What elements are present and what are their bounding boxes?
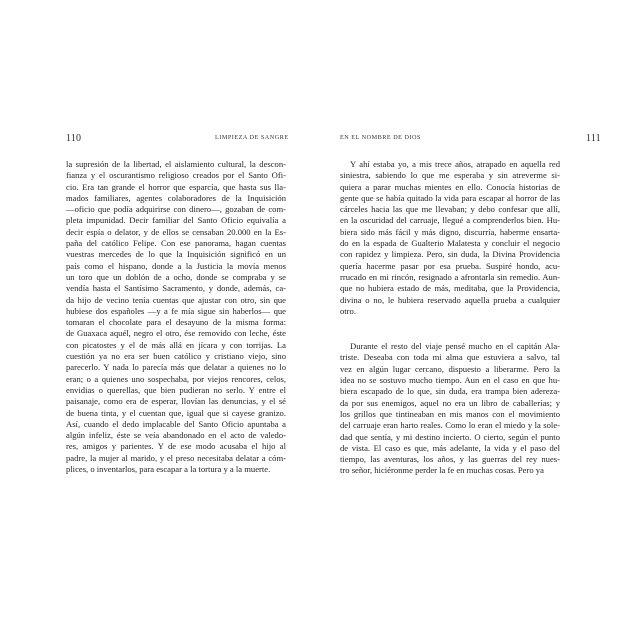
text-line: gente que se había quitado la vida para escapar al horror de las	[340, 192, 560, 203]
text-line: quería hacerme pasar por esa prueba. Suspiré hondo, acu-	[340, 260, 560, 271]
text-line: plices, o inventarlos, para escapar a la tortura y a la muerte.	[66, 464, 271, 475]
text-line: eran; o a quienes uno sospechaba, por viejos rencores, celos,	[66, 373, 286, 384]
text-line: del carruaje eran harto reales. Como lo eran el miedo y la sole-	[340, 420, 560, 431]
paragraph	[340, 159, 560, 317]
text-line: tro señor, hiciéronme perder la fe en muchas cosas. Pero ya	[340, 465, 544, 476]
text-line: de Guaxaca aquél, negro el otro, ése removido con leche, éste	[66, 328, 286, 339]
page-number-right: 111	[586, 133, 601, 144]
text-line: parecerlo. Y nada lo parecía más que delatar a quienes no lo	[66, 362, 286, 373]
page-number-left: 110	[66, 133, 82, 144]
text-line: Y ahí estaba yo, a mis trece años, atrapado en aquella red	[350, 159, 560, 169]
text-line: pleta impunidad. Decir familiar del Santo Oficio equivalía a	[66, 215, 286, 226]
text-line: biera sido más fácil y más digno, discurría, haberme ensarta-	[340, 226, 560, 237]
text-line: biera escapado de lo que, sin duda, era trampa bien adereza-	[340, 386, 560, 397]
left-page-body	[66, 159, 286, 475]
text-line: cio. Era tan grande el horror que esparcía, que hasta sus lla-	[66, 181, 286, 192]
text-line: rrucado en mi rincón, resignado a afrontarla sin remedio. Aun-	[340, 271, 560, 282]
text-line: con picatostes y el de más allá en jícara y con torrijas. La	[66, 339, 286, 350]
text-line: un toro que un doblón de a ocho, donde se compraba y se	[66, 271, 286, 282]
paragraph	[66, 159, 286, 475]
text-line: cuestión ya no era ser buen católico y cristiano viejo, sino	[66, 351, 286, 362]
text-line: res, amigos y parientes. Y de ese modo acusaba el hijo al	[66, 441, 286, 452]
text-line: padre, la mujer al marido, y el preso necesitaba delatar a cóm-	[66, 452, 286, 463]
text-line: los grillos que tintineaban en mis manos con el movimiento	[340, 408, 560, 419]
text-line: idea no se sostuvo mucho tiempo. Aun en el caso en que hu-	[340, 375, 560, 386]
text-line: fianza y el oscurantismo religioso creados por el Santo Ofi-	[66, 170, 286, 181]
text-line: de buena tinta, y el cuentan que, igual que si cayese granizo.	[66, 407, 286, 418]
right-page	[320, 0, 640, 640]
paragraph	[340, 341, 560, 477]
text-line: país como el hispano, donde a la Justicia la movía menos	[66, 260, 286, 271]
text-line: siniestra, sabiendo lo que me esperaba y sin atreverme si-	[340, 170, 560, 181]
text-line: hubiese dos españoles —y a fe mía sigue sin haberlos— que	[66, 305, 286, 316]
text-line: dad que sentía, y mi destino incierto. O cierto, según el punto	[340, 431, 560, 442]
right-page-body	[340, 159, 560, 477]
text-line: paisanaje, como era de esperar, llovían las denuncias, y el sé	[66, 396, 286, 407]
text-line: tiempo, las aventuras, los años, y las guerras del rey nues-	[340, 454, 560, 465]
text-line: mados familiares, agentes colaboradores de la Inquisición	[66, 192, 286, 203]
text-line: decir espía o delator, y de ellos se censaban 20.000 en la Es-	[66, 226, 286, 237]
text-line: divina o no, le hubiera reservado aquella prueba a cualquier	[340, 294, 560, 305]
text-line: vendía hasta el Santísimo Sacramento, y donde, además, ca-	[66, 283, 286, 294]
text-line: otro.	[340, 305, 356, 316]
text-line: que no hubiera estado de más, meditaba, que la Providencia,	[340, 283, 560, 294]
text-line: do en la espada de Gualterio Malatesta y concluir el negocio	[340, 238, 560, 249]
text-line: triste. Deseaba con toda mi alma que estuviera a salvo, tal	[340, 352, 560, 363]
text-line: Durante el resto del viaje pensé mucho en el capitán Ala-	[350, 341, 560, 352]
text-line: cárceles hacia las que me llevaban; y debo confesar que allí,	[340, 204, 560, 215]
running-head-left: LIMPIEZA DE SANGRE	[215, 134, 289, 141]
text-line: quiera a parar muchas mientes en ello. Conocía historias de	[340, 181, 560, 192]
text-line: da por sus enemigos, aquel no era un libro de caballerías; y	[340, 397, 560, 408]
running-head-right: EN EL NOMBRE DE DIOS	[340, 134, 421, 141]
text-line: tomaran el chocolate para el desayuno de la misma forma:	[66, 317, 286, 328]
paragraph-gap	[340, 317, 560, 341]
text-line: en la oscuridad del carruaje, llegué a comprenderlos bien. Hu-	[340, 215, 560, 226]
text-line: algún infeliz, éste se veía abandonado en el acto de valedo-	[66, 430, 286, 441]
text-line: vuestras mercedes de lo que la Inquisición significó en un	[66, 249, 286, 260]
text-line: con rapidez y limpieza. Pero, sin duda, la Divina Providencia	[340, 249, 560, 260]
text-line: paña del católico Felipe. Con ese panorama, hagan cuentas	[66, 238, 286, 249]
text-line: vez en algún lugar cercano, dispuesto a liberarme. Pero la	[340, 363, 560, 374]
text-line: da hijo de vecino tenía cuentas que ajustar con otro, sin que	[66, 294, 286, 305]
text-line: envidias o querellas, que bien pudieran no serlo. Y entre el	[66, 384, 286, 395]
text-line: la supresión de la libertad, el aislamiento cultural, la descon-	[66, 159, 286, 169]
text-line: Así, cuando el dedo implacable del Santo Oficio apuntaba a	[66, 418, 286, 429]
text-line: —oficio que podía adquirirse con dinero—, gozaban de com-	[66, 204, 286, 215]
text-line: de vista. El caso es que, más adelante, la vida y el paso del	[340, 442, 560, 453]
